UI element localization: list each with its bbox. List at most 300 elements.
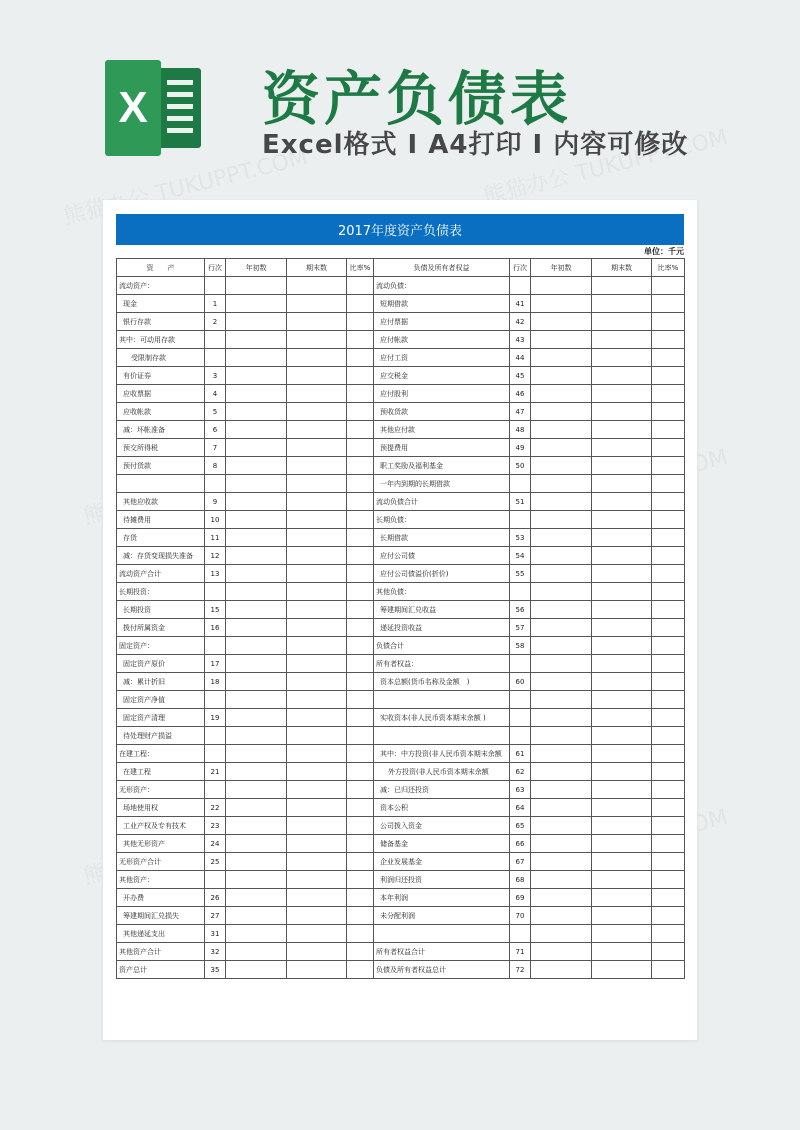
asset-end-value-cell[interactable] [287,349,347,367]
liability-end-value-cell[interactable] [592,547,652,565]
table-row [117,601,685,619]
liability-begin-value-cell[interactable] [531,961,592,979]
asset-end-value-cell[interactable] [287,637,347,655]
asset-item-cell: 受限制存款 [117,349,205,367]
asset-line-no-cell [205,637,226,655]
liability-begin-value-cell[interactable] [531,871,592,889]
liability-ratio-cell[interactable] [652,331,685,349]
table-row [117,799,685,817]
column-header: 比率% [347,259,374,277]
liability-end-value-cell[interactable] [592,763,652,781]
asset-begin-value-cell[interactable] [226,601,287,619]
liability-begin-value-cell[interactable] [531,277,592,295]
column-header: 年初数 [226,259,287,277]
liability-end-value-cell[interactable] [592,745,652,763]
asset-item-cell: 其他递延支出 [117,925,205,943]
column-header: 期末数 [287,259,347,277]
liability-item-cell: 利润归还投资 [374,871,510,889]
liability-end-value-cell[interactable] [592,385,652,403]
liability-end-value-cell[interactable] [592,583,652,601]
asset-item-cell: 应收票据 [117,385,205,403]
table-row [117,421,685,439]
liability-ratio-cell[interactable] [652,727,685,745]
asset-end-value-cell[interactable] [287,745,347,763]
liability-ratio-cell[interactable] [652,457,685,475]
asset-end-value-cell[interactable] [287,583,347,601]
asset-end-value-cell[interactable] [287,727,347,745]
asset-begin-value-cell[interactable] [226,511,287,529]
liability-end-value-cell[interactable] [592,403,652,421]
asset-ratio-cell[interactable] [347,511,374,529]
asset-end-value-cell[interactable] [287,871,347,889]
liability-end-value-cell[interactable] [592,853,652,871]
asset-end-value-cell[interactable] [287,475,347,493]
asset-ratio-cell[interactable] [347,349,374,367]
asset-ratio-cell[interactable] [347,421,374,439]
asset-end-value-cell[interactable] [287,547,347,565]
asset-ratio-cell[interactable] [347,727,374,745]
asset-ratio-cell[interactable] [347,583,374,601]
asset-begin-value-cell[interactable] [226,943,287,961]
asset-end-value-cell[interactable] [287,655,347,673]
liability-end-value-cell[interactable] [592,907,652,925]
table-row [117,583,685,601]
liability-ratio-cell[interactable] [652,655,685,673]
liability-end-value-cell[interactable] [592,421,652,439]
asset-end-value-cell[interactable] [287,853,347,871]
asset-begin-value-cell[interactable] [226,583,287,601]
asset-ratio-cell[interactable] [347,313,374,331]
asset-begin-value-cell[interactable] [226,295,287,313]
liability-end-value-cell[interactable] [592,817,652,835]
asset-begin-value-cell[interactable] [226,925,287,943]
liability-end-value-cell[interactable] [592,277,652,295]
liability-ratio-cell[interactable] [652,907,685,925]
asset-line-no-cell: 9 [205,493,226,511]
liability-end-value-cell[interactable] [592,655,652,673]
liability-begin-value-cell[interactable] [531,475,592,493]
asset-end-value-cell[interactable] [287,367,347,385]
liability-ratio-cell[interactable] [652,439,685,457]
asset-line-no-cell: 1 [205,295,226,313]
asset-end-value-cell[interactable] [287,403,347,421]
asset-ratio-cell[interactable] [347,619,374,637]
asset-ratio-cell[interactable] [347,871,374,889]
asset-item-cell: 工业产权及专有技术 [117,817,205,835]
liability-item-cell: 负债及所有者权益总计 [374,961,510,979]
asset-ratio-cell[interactable] [347,673,374,691]
asset-end-value-cell[interactable] [287,421,347,439]
liability-ratio-cell[interactable] [652,871,685,889]
liability-begin-value-cell[interactable] [531,313,592,331]
liability-begin-value-cell[interactable] [531,655,592,673]
asset-end-value-cell[interactable] [287,943,347,961]
liability-ratio-cell[interactable] [652,475,685,493]
asset-ratio-cell[interactable] [347,853,374,871]
asset-begin-value-cell[interactable] [226,439,287,457]
liability-ratio-cell[interactable] [652,781,685,799]
asset-ratio-cell[interactable] [347,817,374,835]
asset-ratio-cell[interactable] [347,925,374,943]
liability-begin-value-cell[interactable] [531,619,592,637]
asset-item-cell: 场地使用权 [117,799,205,817]
asset-end-value-cell[interactable] [287,691,347,709]
liability-end-value-cell[interactable] [592,709,652,727]
liability-end-value-cell[interactable] [592,313,652,331]
asset-end-value-cell[interactable] [287,493,347,511]
asset-ratio-cell[interactable] [347,709,374,727]
asset-begin-value-cell[interactable] [226,529,287,547]
asset-ratio-cell[interactable] [347,385,374,403]
table-row [117,403,685,421]
liability-ratio-cell[interactable] [652,763,685,781]
asset-end-value-cell[interactable] [287,601,347,619]
liability-ratio-cell[interactable] [652,619,685,637]
table-row [117,313,685,331]
liability-begin-value-cell[interactable] [531,691,592,709]
liability-ratio-cell[interactable] [652,403,685,421]
liability-begin-value-cell[interactable] [531,853,592,871]
liability-line-no-cell: 49 [510,439,531,457]
liability-ratio-cell[interactable] [652,835,685,853]
asset-ratio-cell[interactable] [347,529,374,547]
asset-end-value-cell[interactable] [287,673,347,691]
asset-ratio-cell[interactable] [347,691,374,709]
table-row [117,835,685,853]
asset-ratio-cell[interactable] [347,367,374,385]
asset-line-no-cell [205,745,226,763]
table-header-row [117,259,685,277]
column-header: 行次 [510,259,531,277]
liability-line-no-cell: 67 [510,853,531,871]
liability-item-cell: 实收资本(非人民币资本期末余额 ) [374,709,510,727]
liability-ratio-cell[interactable] [652,817,685,835]
asset-begin-value-cell[interactable] [226,637,287,655]
asset-begin-value-cell[interactable] [226,907,287,925]
asset-line-no-cell [205,583,226,601]
asset-ratio-cell[interactable] [347,745,374,763]
asset-line-no-cell [205,871,226,889]
liability-end-value-cell[interactable] [592,511,652,529]
liability-begin-value-cell[interactable] [531,673,592,691]
liability-begin-value-cell[interactable] [531,331,592,349]
asset-end-value-cell[interactable] [287,835,347,853]
asset-begin-value-cell[interactable] [226,457,287,475]
liability-ratio-cell[interactable] [652,853,685,871]
asset-ratio-cell[interactable] [347,961,374,979]
asset-begin-value-cell[interactable] [226,673,287,691]
asset-begin-value-cell[interactable] [226,277,287,295]
liability-end-value-cell[interactable] [592,637,652,655]
asset-line-no-cell: 23 [205,817,226,835]
asset-begin-value-cell[interactable] [226,331,287,349]
liability-end-value-cell[interactable] [592,457,652,475]
asset-item-cell: 固定资产原价 [117,655,205,673]
liability-end-value-cell[interactable] [592,331,652,349]
table-row [117,691,685,709]
asset-item-cell: 预付货款 [117,457,205,475]
asset-line-no-cell: 5 [205,403,226,421]
liability-ratio-cell[interactable] [652,367,685,385]
liability-ratio-cell[interactable] [652,277,685,295]
asset-ratio-cell[interactable] [347,331,374,349]
liability-end-value-cell[interactable] [592,529,652,547]
asset-end-value-cell[interactable] [287,925,347,943]
liability-end-value-cell[interactable] [592,601,652,619]
asset-ratio-cell[interactable] [347,547,374,565]
liability-item-cell: 储备基金 [374,835,510,853]
asset-end-value-cell[interactable] [287,781,347,799]
liability-begin-value-cell[interactable] [531,727,592,745]
liability-ratio-cell[interactable] [652,637,685,655]
liability-ratio-cell[interactable] [652,925,685,943]
asset-begin-value-cell[interactable] [226,655,287,673]
liability-begin-value-cell[interactable] [531,367,592,385]
liability-end-value-cell[interactable] [592,565,652,583]
liability-end-value-cell[interactable] [592,925,652,943]
asset-end-value-cell[interactable] [287,295,347,313]
asset-begin-value-cell[interactable] [226,781,287,799]
asset-begin-value-cell[interactable] [226,421,287,439]
liability-item-cell [374,727,510,745]
asset-line-no-cell: 11 [205,529,226,547]
asset-line-no-cell [205,727,226,745]
liability-end-value-cell[interactable] [592,943,652,961]
asset-end-value-cell[interactable] [287,799,347,817]
liability-ratio-cell[interactable] [652,421,685,439]
liability-ratio-cell[interactable] [652,889,685,907]
asset-end-value-cell[interactable] [287,457,347,475]
asset-ratio-cell[interactable] [347,655,374,673]
page-subtitle: Excel格式 I A4打印 I 内容可修改 [262,130,689,160]
liability-end-value-cell[interactable] [592,727,652,745]
table-row [117,547,685,565]
table-row [117,331,685,349]
liability-begin-value-cell[interactable] [531,745,592,763]
liability-item-cell: 所有者权益合计 [374,943,510,961]
asset-begin-value-cell[interactable] [226,763,287,781]
liability-begin-value-cell[interactable] [531,943,592,961]
asset-begin-value-cell[interactable] [226,475,287,493]
asset-ratio-cell[interactable] [347,403,374,421]
liability-begin-value-cell[interactable] [531,457,592,475]
liability-begin-value-cell[interactable] [531,547,592,565]
liability-ratio-cell[interactable] [652,961,685,979]
liability-item-cell: 资本公积 [374,799,510,817]
liability-begin-value-cell[interactable] [531,763,592,781]
asset-ratio-cell[interactable] [347,889,374,907]
asset-begin-value-cell[interactable] [226,889,287,907]
liability-end-value-cell[interactable] [592,475,652,493]
liability-begin-value-cell[interactable] [531,799,592,817]
liability-begin-value-cell[interactable] [531,889,592,907]
asset-line-no-cell [205,277,226,295]
asset-end-value-cell[interactable] [287,817,347,835]
asset-ratio-cell[interactable] [347,457,374,475]
liability-begin-value-cell[interactable] [531,439,592,457]
asset-end-value-cell[interactable] [287,385,347,403]
asset-ratio-cell[interactable] [347,637,374,655]
liability-begin-value-cell[interactable] [531,421,592,439]
liability-ratio-cell[interactable] [652,565,685,583]
liability-ratio-cell[interactable] [652,511,685,529]
liability-end-value-cell[interactable] [592,367,652,385]
liability-end-value-cell[interactable] [592,349,652,367]
asset-begin-value-cell[interactable] [226,691,287,709]
liability-line-no-cell: 53 [510,529,531,547]
asset-line-no-cell: 12 [205,547,226,565]
asset-line-no-cell: 24 [205,835,226,853]
liability-begin-value-cell[interactable] [531,817,592,835]
liability-end-value-cell[interactable] [592,961,652,979]
asset-end-value-cell[interactable] [287,439,347,457]
asset-end-value-cell[interactable] [287,511,347,529]
asset-ratio-cell[interactable] [347,763,374,781]
table-row [117,943,685,961]
asset-end-value-cell[interactable] [287,907,347,925]
asset-end-value-cell[interactable] [287,619,347,637]
liability-end-value-cell[interactable] [592,799,652,817]
table-row [117,817,685,835]
asset-begin-value-cell[interactable] [226,547,287,565]
asset-begin-value-cell[interactable] [226,871,287,889]
liability-begin-value-cell[interactable] [531,565,592,583]
liability-ratio-cell[interactable] [652,385,685,403]
liability-ratio-cell[interactable] [652,295,685,313]
asset-item-cell: 长期投资 [117,601,205,619]
asset-begin-value-cell[interactable] [226,745,287,763]
asset-line-no-cell [205,331,226,349]
asset-ratio-cell[interactable] [347,475,374,493]
asset-begin-value-cell[interactable] [226,367,287,385]
liability-begin-value-cell[interactable] [531,601,592,619]
asset-end-value-cell[interactable] [287,565,347,583]
asset-end-value-cell[interactable] [287,313,347,331]
asset-item-cell [117,475,205,493]
liability-ratio-cell[interactable] [652,349,685,367]
asset-end-value-cell[interactable] [287,331,347,349]
asset-begin-value-cell[interactable] [226,313,287,331]
asset-begin-value-cell[interactable] [226,493,287,511]
liability-ratio-cell[interactable] [652,943,685,961]
liability-line-no-cell: 70 [510,907,531,925]
liability-ratio-cell[interactable] [652,691,685,709]
asset-ratio-cell[interactable] [347,493,374,511]
liability-end-value-cell[interactable] [592,439,652,457]
asset-item-cell: 开办费 [117,889,205,907]
asset-end-value-cell[interactable] [287,709,347,727]
asset-ratio-cell[interactable] [347,781,374,799]
liability-ratio-cell[interactable] [652,709,685,727]
liability-end-value-cell[interactable] [592,871,652,889]
asset-begin-value-cell[interactable] [226,385,287,403]
asset-end-value-cell[interactable] [287,277,347,295]
liability-begin-value-cell[interactable] [531,385,592,403]
liability-end-value-cell[interactable] [592,835,652,853]
liability-begin-value-cell[interactable] [531,511,592,529]
asset-item-cell: 待处理财产损溢 [117,727,205,745]
liability-line-no-cell: 71 [510,943,531,961]
asset-ratio-cell[interactable] [347,907,374,925]
asset-begin-value-cell[interactable] [226,961,287,979]
column-header: 负债及所有者权益 [374,259,510,277]
asset-end-value-cell[interactable] [287,763,347,781]
liability-end-value-cell[interactable] [592,493,652,511]
asset-ratio-cell[interactable] [347,601,374,619]
asset-begin-value-cell[interactable] [226,835,287,853]
liability-end-value-cell[interactable] [592,781,652,799]
liability-begin-value-cell[interactable] [531,349,592,367]
asset-ratio-cell[interactable] [347,943,374,961]
asset-begin-value-cell[interactable] [226,619,287,637]
table-row [117,637,685,655]
liability-ratio-cell[interactable] [652,583,685,601]
liability-begin-value-cell[interactable] [531,709,592,727]
asset-begin-value-cell[interactable] [226,727,287,745]
column-header: 期末数 [592,259,652,277]
asset-end-value-cell[interactable] [287,961,347,979]
asset-begin-value-cell[interactable] [226,709,287,727]
liability-begin-value-cell[interactable] [531,925,592,943]
asset-begin-value-cell[interactable] [226,853,287,871]
asset-end-value-cell[interactable] [287,889,347,907]
liability-line-no-cell [510,277,531,295]
liability-line-no-cell [510,511,531,529]
table-row [117,871,685,889]
liability-ratio-cell[interactable] [652,529,685,547]
liability-begin-value-cell[interactable] [531,583,592,601]
asset-begin-value-cell[interactable] [226,817,287,835]
asset-ratio-cell[interactable] [347,835,374,853]
liability-begin-value-cell[interactable] [531,403,592,421]
liability-begin-value-cell[interactable] [531,529,592,547]
asset-ratio-cell[interactable] [347,439,374,457]
liability-ratio-cell[interactable] [652,673,685,691]
liability-ratio-cell[interactable] [652,601,685,619]
asset-end-value-cell[interactable] [287,529,347,547]
liability-begin-value-cell[interactable] [531,835,592,853]
liability-begin-value-cell[interactable] [531,295,592,313]
asset-ratio-cell[interactable] [347,295,374,313]
asset-ratio-cell[interactable] [347,277,374,295]
liability-begin-value-cell[interactable] [531,907,592,925]
asset-ratio-cell[interactable] [347,799,374,817]
liability-line-no-cell: 47 [510,403,531,421]
asset-begin-value-cell[interactable] [226,565,287,583]
liability-line-no-cell: 45 [510,367,531,385]
asset-item-cell: 拨付所属资金 [117,619,205,637]
liability-begin-value-cell[interactable] [531,781,592,799]
liability-end-value-cell[interactable] [592,619,652,637]
liability-ratio-cell[interactable] [652,493,685,511]
liability-ratio-cell[interactable] [652,745,685,763]
liability-ratio-cell[interactable] [652,313,685,331]
liability-ratio-cell[interactable] [652,799,685,817]
liability-end-value-cell[interactable] [592,691,652,709]
liability-begin-value-cell[interactable] [531,637,592,655]
asset-begin-value-cell[interactable] [226,799,287,817]
asset-ratio-cell[interactable] [347,565,374,583]
liability-item-cell: 应付票据 [374,313,510,331]
liability-ratio-cell[interactable] [652,547,685,565]
asset-item-cell: 存货 [117,529,205,547]
asset-begin-value-cell[interactable] [226,349,287,367]
liability-end-value-cell[interactable] [592,673,652,691]
liability-begin-value-cell[interactable] [531,493,592,511]
asset-begin-value-cell[interactable] [226,403,287,421]
liability-end-value-cell[interactable] [592,889,652,907]
liability-end-value-cell[interactable] [592,295,652,313]
